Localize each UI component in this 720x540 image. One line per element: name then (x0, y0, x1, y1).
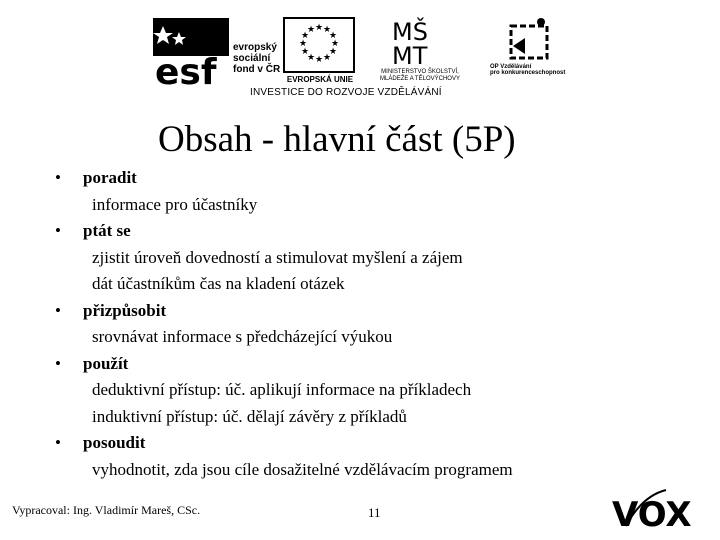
footer-author: Vypracoval: Ing. Vladimír Mareš, CSc. (12, 503, 201, 517)
svg-text:★: ★ (306, 53, 316, 63)
investice-slogan: INVESTICE DO ROZVOJE VZDĚLÁVÁNÍ (250, 87, 442, 98)
bullet-icon: • (55, 353, 61, 373)
bullet-icon: • (55, 433, 61, 452)
item-heading: poradit (83, 168, 137, 187)
item-heading: použít (83, 353, 129, 373)
svg-text:★: ★ (300, 47, 310, 57)
msmt-logo-icon (390, 16, 442, 66)
svg-text:★: ★ (306, 25, 316, 35)
item-line: zjistit úroveň dovedností a stimulovat myšlení a zájem (92, 247, 463, 267)
item-line: informace pro účastníky (92, 194, 258, 214)
list-item (55, 298, 665, 351)
bullet-icon: • (55, 221, 61, 240)
item-line: deduktivní přístup: úč. aplikují informace na příkladech (92, 380, 472, 399)
svg-text:★: ★ (314, 55, 324, 65)
page-number: 11 (368, 505, 381, 520)
eu-label: EVROPSKÁ UNIE (286, 75, 354, 84)
svg-text:★: ★ (322, 53, 332, 63)
op-label: OP Vzdělávání pro konkurenceschopnost (490, 64, 566, 76)
svg-text:MŠ: MŠ (392, 18, 428, 46)
msmt-label: MINISTERSTVO ŠKOLSTVÍ, MLÁDEŽE A TĚLOVÝCHOVY (380, 69, 460, 82)
svg-text:★: ★ (328, 31, 338, 41)
vox-logo-icon (612, 486, 692, 536)
eu-flag-icon (283, 17, 355, 73)
item-line: srovnávat informace s předcházející výukou (92, 327, 393, 346)
svg-text:★: ★ (322, 25, 332, 35)
svg-text:★: ★ (330, 39, 340, 49)
bullet-list (55, 165, 665, 483)
svg-text:★: ★ (300, 31, 310, 41)
item-heading: posoudit (83, 433, 146, 452)
svg-text:★: ★ (328, 47, 338, 57)
esf-logo-icon (153, 18, 229, 88)
svg-text:★: ★ (314, 23, 324, 33)
svg-text:VOX: VOX (612, 495, 692, 535)
esf-text: evropský sociální fond v ČR (233, 42, 281, 75)
item-line: induktivní přístup: úč. dělají závěry z příkladů (92, 406, 407, 426)
svg-text:MT: MT (392, 42, 428, 66)
list-item (55, 218, 665, 298)
item-line: vyhodnotit, zda jsou cíle dosažitelné vzdělávacím programem (92, 459, 513, 479)
svg-text:★: ★ (298, 39, 308, 49)
item-heading: přizpůsobit (83, 300, 167, 320)
bullet-icon: • (55, 300, 61, 320)
list-item (55, 165, 665, 218)
item-line: dát účastníkům čas na kladení otázek (92, 274, 345, 293)
list-item (55, 351, 665, 431)
bullet-icon: • (55, 168, 61, 187)
item-heading: ptát se (83, 221, 131, 240)
partner-logos-banner (150, 14, 575, 104)
slide-title: Obsah - hlavní část (5P) (158, 119, 516, 160)
svg-text:esf: esf (155, 52, 217, 88)
list-item (55, 430, 665, 483)
op-logo-icon (505, 16, 555, 62)
